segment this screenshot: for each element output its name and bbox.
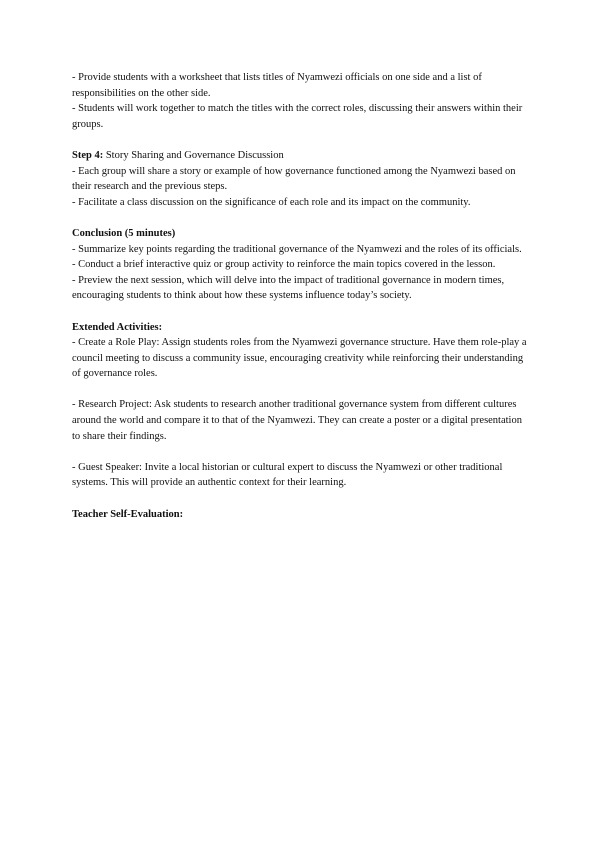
spacer (72, 210, 532, 226)
spacer (72, 382, 532, 398)
extended-activity: - Research Project: Ask students to research another traditional governance system from different cultures around the world and compare it to that of the Nyamwezi. They can create a poster or a digital presentation to share their findings. (72, 399, 522, 442)
extended-heading: Extended Activities: (72, 321, 163, 333)
document-page (72, 70, 532, 522)
extended-activity: - Guest Speaker: Invite a local historian or cultural expert to discuss the Nyamwezi or other traditional systems. This will provide an authentic context for their learning. (72, 461, 503, 489)
step4-heading-title: Story Sharing and Governance Discussion (103, 149, 284, 161)
step4-heading (72, 148, 532, 164)
intro-line: - Provide students with a worksheet that lists titles of Nyamwezi officials on one side and a list of responsibilities on the other side. (72, 72, 482, 99)
spacer (72, 132, 532, 148)
spacer (72, 491, 532, 507)
conclusion-heading: Conclusion (5 minutes) (72, 227, 176, 239)
step4-line: - Each group will share a story or example of how governance functioned among the Nyamwezi based on their research and the previous steps. (72, 165, 516, 193)
conclusion-line: - Summarize key points regarding the traditional governance of the Nyamwezi and the roles of its officials. (72, 243, 522, 255)
spacer (72, 304, 532, 320)
step4-heading-label: Step 4: (72, 149, 104, 161)
extended-activity: - Create a Role Play: Assign students roles from the Nyamwezi governance structure. Have them role-play a council meeting to discuss a community issue, encouraging creativity while reinforcing their understanding of governance roles. (72, 337, 527, 380)
spacer (72, 444, 532, 460)
conclusion-line: - Preview the next session, which will delve into the impact of traditional governance in modern times, encouraging students to think about how these systems influence today’s society. (72, 274, 505, 302)
self-evaluation-heading: Teacher Self-Evaluation: (72, 508, 184, 520)
conclusion-line: - Conduct a brief interactive quiz or group activity to reinforce the main topics covered in the lesson. (72, 259, 496, 271)
intro-line: - Students will work together to match the titles with the correct roles, discussing their answers within their groups. (72, 103, 523, 130)
step4-line: - Facilitate a class discussion on the significance of each role and its impact on the community. (72, 196, 471, 208)
